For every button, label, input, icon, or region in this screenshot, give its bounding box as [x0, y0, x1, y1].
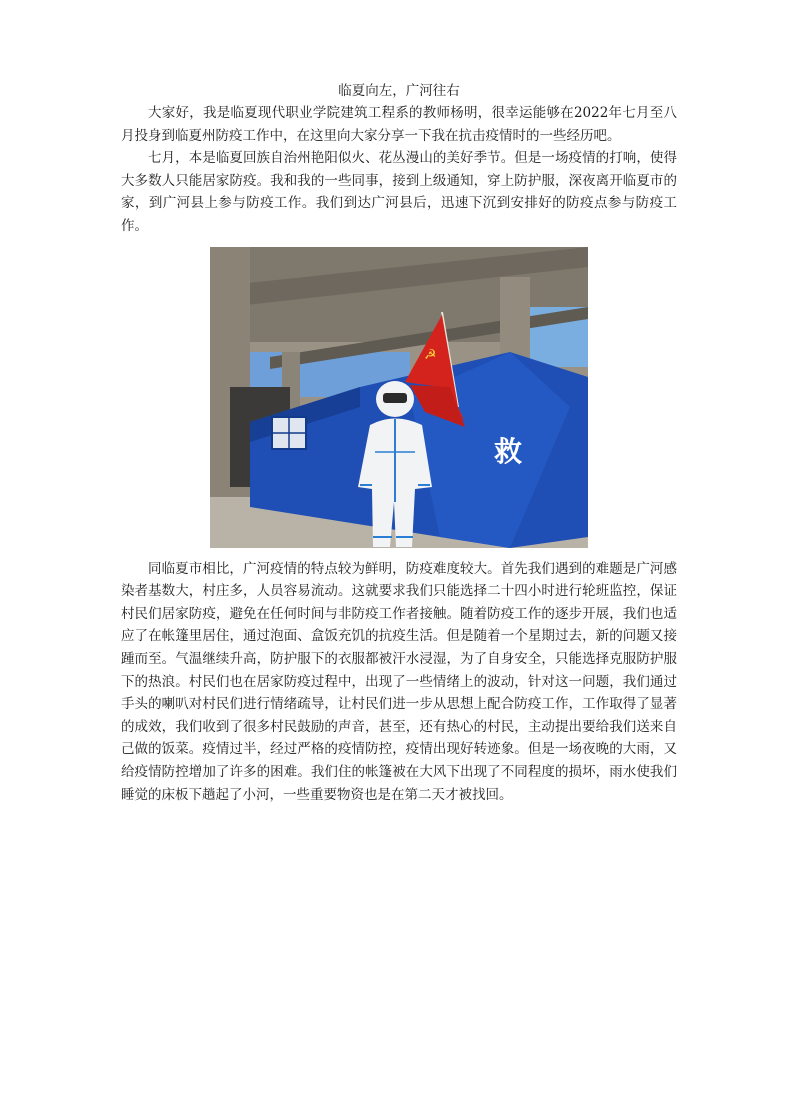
- tent-label: 救: [494, 434, 523, 468]
- svg-text:☭: ☭: [424, 346, 437, 363]
- document-title: 临夏向左，广河往右: [338, 83, 460, 99]
- paragraph-intro: 大家好，我是临夏现代职业学院建筑工程系的教师杨明，很幸运能够在2022年七月至八月投身到临夏州防疫工作中，在这里向大家分享一下我在抗击疫情时的一些经历吧。: [121, 105, 677, 144]
- photo-illustration: [210, 247, 588, 548]
- paragraph-july: 七月，本是临夏回族自治州艳阳似火、花丛漫山的美好季节。但是一场疫情的打响，使得大多数人只能居家防疫。我和我的一些同事，接到上级通知，穿上防护服，深夜离开临夏市的家，到广河县上参与防疫工作。我们到达广河县后，迅速下沉到安排好的防疫点参与防疫工作。: [121, 150, 677, 234]
- document-body: [121, 80, 677, 806]
- paragraph-guanghe: 同临夏市相比，广河疫情的特点较为鲜明，防疫难度较大。首先我们遇到的难题是广河感染者基数大，村庄多，人员容易流动。这就要求我们只能选择二十四小时进行轮班监控，保证村民们居家防疫，避免在任何时间与非防疫工作者接触。随着防疫工作的逐步开展，我们也适应了在帐篷里居住，通过泡面、盒饭充饥的抗疫生活。但是随着一个星期过去，新的问题又接踵而至。气温继续升高，防护服下的衣服都被汗水浸湿，为了自身安全，只能选择克服防护服下的热浪。村民们也在居家防疫过程中，出现了一些情绪上的波动，针对这一问题，我们通过手头的喇叭对村民们进行情绪疏导，让村民们进一步从思想上配合防疫工作，工作取得了显著的成效，我们收到了很多村民鼓励的声音，甚至，还有热心的村民，主动提出要给我们送来自己做的饭菜。疫情过半，经过严格的疫情防控，疫情出现好转迹象。但是一场夜晚的大雨，又给疫情防控增加了许多的困难。我们住的帐篷被在大风下出现了不同程度的损坏，雨水使我们睡觉的床板下趟起了小河，一些重要物资也是在第二天才被找回。: [121, 560, 677, 803]
- photo-volunteer-by-tent: [210, 247, 588, 548]
